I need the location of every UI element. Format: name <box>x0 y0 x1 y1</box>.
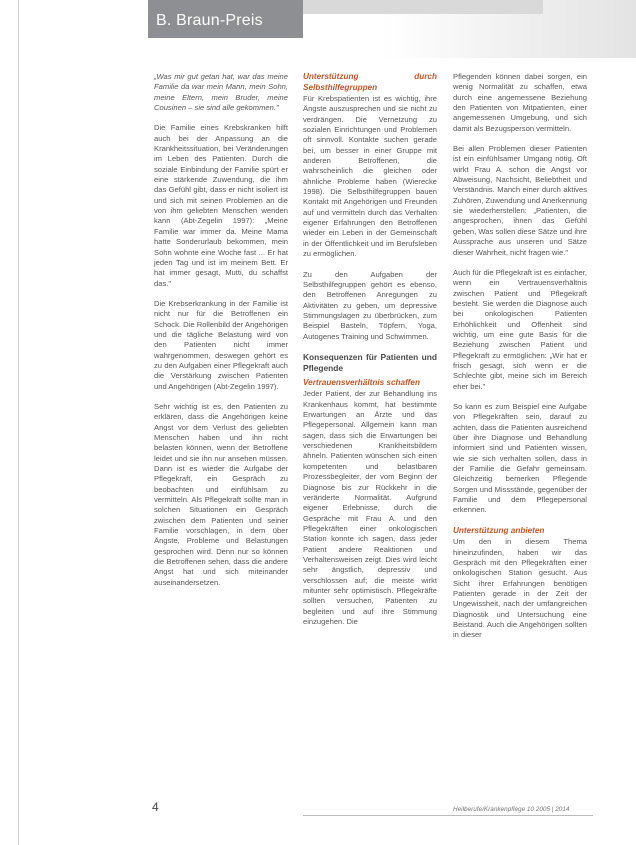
body-paragraph: Die Krebserkrankung in der Familie ist nicht nur für die Betroffenen ein Schock. Die Rollenbild der Angehörigen und die tägliche Belastung wird von den Patienten nicht immer wahrgenommen, deswegen gehört es zu den Aufgaben einer Pflegekraft auch die Verstärkung zwischen Patienten und Angehörigen (Abt-Zegelin 1997). <box>154 298 288 391</box>
body-paragraph: Zu den Aufgaben der Selbsthilfegruppen gehört es ebenso, den Betroffenen Anregungen zu Aktivitäten zu geben, um depressive Stimmungslagen zu überbrücken, zum Beispiel Basteln, Töpfern, Yoga, Autogenes Training und Schwimmen. <box>303 269 437 341</box>
column-1 <box>154 72 288 598</box>
subheading-support-groups: Unterstützung durch Selbsthilfegruppen <box>303 72 437 92</box>
body-paragraph: Sehr wichtig ist es, den Patienten zu erklären, dass die Angehörigen keine Angst vor dem Verlust des geliebten Menschen haben und ihn nicht belasten können, wenn der Betroffene leidet und sie ihn nur ansehen müssen. Dann ist es wieder die Aufgabe der Pflegekraft, ein Gespräch zu beobachten und einfühlsam zu vermitteln. Als Pflegekraft sollte man in solchen Situationen ein Gespräch zwischen dem Patienten und seiner Familie vorschlagen, in dem über Ängste, Probleme und Belastungen gesprochen wird. Denn nur so können die Betroffenen sehen, dass die andere Angst hat und sich miteinander auseinandersetzen. <box>154 401 288 587</box>
body-paragraph: Pflegenden können dabei sorgen, ein wenig Normalität zu schaffen, etwa durch eine angemessene Beziehung den Patienten von Mitpatienten, einer angemessenen Umgebung, und sich damit als Bezugsperson vermitteln. <box>453 72 587 133</box>
section-heading-consequences: Konsequenzen für Patienten und Pflegende <box>303 351 437 373</box>
column-2 <box>303 72 437 637</box>
body-paragraph: Jeder Patient, der zur Behandlung ins Krankenhaus kommt, hat bestimmte Erwartungen an Ärzte und das Pflegepersonal. Allgemein kann man sagen, dass sich die Erwartungen bei verschiedenen Krankheitsbildern ähneln. Patienten wünschen sich einen kompetenten und belastbaren Prozessbegleiter, der vom Beginn der Diagnose bis zur Rückkehr in die veränderte Normalität. Aufgrund eigener Erlebnisse, durch die Gespräche mit Frau A. und den Pflegekräften einer onkologischen Station konnte ich sagen, dass jeder Patient andere Reaktionen und Verhaltensweisen zeigt. Dies wird leicht sehr ängstlich, depressiv und verschlossen auf; die meiste wirkt mitunter sehr optimistisch. Pflegekräfte sollten versuchen, Patienten zu begleiten und auf ihre Stimmung einzugehen. Die <box>303 389 437 626</box>
body-paragraph: Für Krebspatienten ist es wichtig, ihre Ängste auszusprechen und sie nicht zu verdrängen. Die Vernetzung zu sozialen Einrichtungen und Problemen oft sinnvoll. Kontakte suchen gerade bei, um besser in einer Gruppe mit anderen Betroffenen, die wahrscheinlich die gleichen oder ähnliche Probleme haben (Wierecke 1998). Die Selbsthilfegruppen bauen Kontakt mit Angehörigen und Freunden auf und vermitteln durch das Verhalten eigener Erfahrungen den Betroffenen wieder ein Leben in der Gemeinschaft in der Öffentlichkeit und im Berufsleben zu ermöglichen. <box>303 94 437 259</box>
binding-edge <box>18 0 19 845</box>
subheading-offer-support: Unterstützung anbieten <box>453 525 545 535</box>
column-3 <box>453 72 587 651</box>
body-paragraph: Die Familie eines Krebskranken hilft auch bei der Anpassung an die Krankheitssituation, bei Veränderungen im Leben des Patienten. Durch die soziale Einbindung der Familie spürt er eine stärkende Zuwendung, die ihm das Gefühl gibt, dass er nicht isoliert ist und sich mit seinen Problemen an die von ihm geliebten Menschen wenden kann (Abt-Zegelin 1997): „Meine Familie war immer da. Meine Mama hatte Sonderurlaub bekommen, mein Sohn wohnte eine Woche fast ... Er hat jeden Tag und ist im meinem Bett. Er hat immer gesagt, Mutti, du schaffst das." <box>154 123 288 288</box>
body-paragraph: Bei allen Problemen dieser Patienten ist ein einfühlsamer Umgang nötig. Oft wirkt Frau A. schon die Angst vor Abweisung, Nachsicht, Beliebtheit und Verständnis. Manch einer durch aktives Zuhören, Zuwendung und Anerkennung sie wiederherstellen: „Patienten, die angesprochen, ihnen das Gefühl geben, Was sollen diese Sätze und ihre Aussprache aus unseren und Sätze dieser Wahrheit, nicht fragen wie." <box>453 144 587 257</box>
footer-rule <box>303 815 593 816</box>
quote-paragraph: „Was mir gut getan hat, war das meine Familie da war mein Mann, mein Sohn, meine Eltern, mein Bruder, meine Cousinen – sie sind alle gekommen." <box>154 72 288 113</box>
body-paragraph: Um den in diesem Thema hineinzufinden, haben wir das Gespräch mit den Pflegekräften einer onkologischen Station gesucht. Aus Sicht ihrer Erfahrungen benötigen Patienten gerade in der Zeit der Ungewissheit, nach der umfangreichen Diagnostik und Untersuchung eine Beistand. Auch die Angehörigen sollten in dieser <box>453 537 587 640</box>
journal-reference: Heilberufe/Krankenpflege 10 2005 | 2014 <box>453 806 570 813</box>
body-paragraph: Auch für die Pflegekraft ist es einfacher, wenn ein Vertrauensverhältnis zwischen Patient und Pflegekraft besteht. Sie werden die Diagnose auch bei onkologischen Patienten Erhöhlichkeit und Offenheit sind wichtig, um eine gute Basis für die Beziehung zwischen Patient und Pflegekraft zu ermöglichen: „Wir hat er frisch gesagt, sich wenn er die Schlechte gibt, meine sich im Bereich eher bei." <box>453 267 587 391</box>
subheading-trust: Vertrauensverhältnis schaffen <box>303 377 420 387</box>
page-number: 4 <box>152 800 159 814</box>
header-ribbon <box>303 0 543 14</box>
body-paragraph: So kann es zum Beispiel eine Aufgabe von Pflegekräften sein, darauf zu achten, dass die Patienten ausreichend über ihre Diagnose und Behandlung informiert sind und Patienten wissen, wie sie sich verhalten sollen, dass in der Familie die Gefahr gemeinsam. Gleichzeitig bemerken Pflegende Sorgen und Missstände, gegenüber der Familie und dem Pflegepersonal erkennen. <box>453 401 587 515</box>
page-title: B. Braun-Preis <box>156 12 263 29</box>
